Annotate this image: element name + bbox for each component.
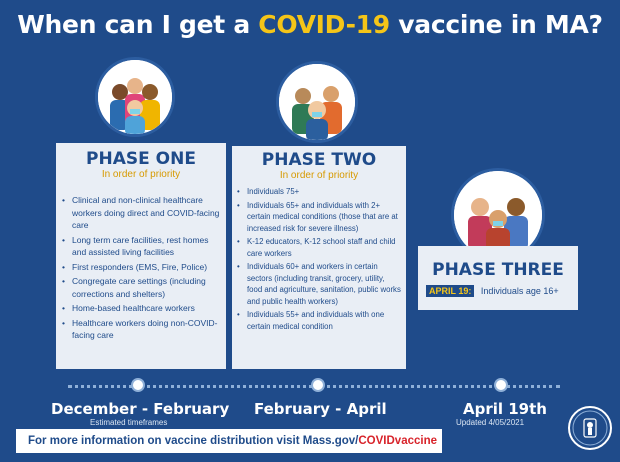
phase-one-list — [62, 194, 220, 342]
list-item: • Individuals 65+ and individuals with 2+ certain medical conditions (those that are at increased risk for severe illness) — [237, 200, 401, 235]
phase-three-name: PHASE THREE — [432, 260, 564, 280]
list-item: • Individuals 60+ and workers in certain sectors (including transit, grocery, utility, food and agriculture, sanitation, public works and public health workers) — [237, 261, 401, 307]
timeline-label-phase-one: December - February — [51, 400, 230, 418]
massachusetts-seal-icon — [568, 406, 612, 450]
footer-link-prefix: Mass.gov/ — [302, 435, 359, 447]
timeline-dot-phase-one — [131, 378, 145, 392]
phase-one-subtitle: In order of priority — [101, 169, 181, 180]
phase-two-list — [237, 186, 401, 332]
title-suffix: vaccine in MA? — [389, 10, 603, 39]
phase-two-card — [232, 182, 406, 369]
list-item: • Healthcare workers doing non-COVID-facing care — [62, 317, 220, 342]
list-item: • Home-based healthcare workers — [62, 302, 220, 315]
phase-three-date-badge: APRIL 19: — [426, 285, 474, 297]
timeline-sub-phase-one: Estimated timeframes — [90, 418, 168, 427]
phase-two-people-icon — [276, 61, 358, 143]
footer-text: For more information on vaccine distribution visit — [28, 435, 303, 447]
timeline-label-phase-three: April 19th — [463, 400, 547, 418]
phase-one-people-icon — [95, 57, 175, 137]
list-item: • Long term care facilities, rest homes and assisted living facilities — [62, 234, 220, 259]
phase-three-card — [418, 246, 578, 310]
phase-three-detail-row — [418, 286, 578, 296]
phase-two-subtitle: In order of priority — [279, 170, 359, 181]
list-item: • First responders (EMS, Fire, Police) — [62, 261, 220, 274]
phase-one-name: PHASE ONE — [86, 149, 196, 169]
list-item: • Individuals 75+ — [237, 186, 401, 198]
timeline-label-phase-two: February - April — [254, 400, 387, 418]
page-title — [0, 10, 620, 39]
list-item: • K-12 educators, K-12 school staff and child care workers — [237, 236, 401, 259]
phase-two-header — [232, 146, 406, 182]
list-item: • Congregate care settings (including corrections and shelters) — [62, 275, 220, 300]
title-highlight: COVID-19 — [258, 10, 390, 39]
list-item: • Individuals 55+ and individuals with one certain medical condition — [237, 309, 401, 332]
title-prefix: When can I get a — [17, 10, 259, 39]
phase-one-card — [56, 189, 226, 369]
footer-info-bar — [16, 429, 442, 453]
footer-link[interactable] — [303, 435, 437, 447]
timeline-dot-phase-three — [494, 378, 508, 392]
timeline-dot-phase-two — [311, 378, 325, 392]
footer-link-red: COVIDvaccine — [358, 435, 437, 447]
timeline-sub-phase-three: Updated 4/05/2021 — [456, 418, 525, 427]
phase-three-detail: Individuals age 16+ — [480, 286, 559, 296]
list-item: • Clinical and non-clinical healthcare workers doing direct and COVID-facing care — [62, 194, 220, 232]
phase-one-header — [56, 143, 226, 189]
phase-two-name: PHASE TWO — [261, 150, 377, 170]
